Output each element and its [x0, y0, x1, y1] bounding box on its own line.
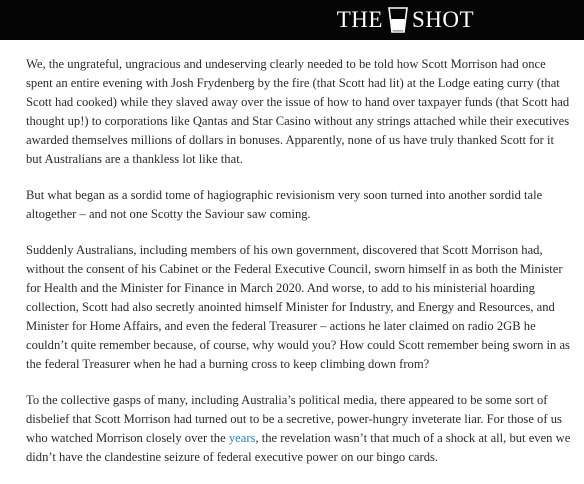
paragraph-2: But what began as a sordid tome of hagiographic revisionism very soon turned into another sordid tale altogether – and not one Scotty the Saviour saw coming. — [26, 188, 543, 221]
paragraph-1: We, the ungrateful, ungracious and undeserving clearly needed to be told how Scott Morrison had once spent an entire evening with Josh Frydenberg by the fire (that Scott had lit) at the Lodge eating curry (that Scott had cooked) while they slaved away over the issue of how to hand over taxpayer funds (that Scott had thought up!) to corporations like Qantas and Star Casino without any strings attached while their executives awarded themselves millions of dollars in bonuses. Apparently, none of us have truly thanked Scott for it but Australians are a thankless lot like that. — [26, 57, 570, 166]
shot-glass-icon — [388, 7, 408, 33]
logo-word-the: THE — [336, 7, 383, 32]
paragraph-3: Suddenly Australians, including members of his own government, discovered that Scott Morrison had, without the consent of his Cabinet or the Federal Executive Council, sworn himself in as both the Minister for Health and the Minister for Finance in March 2020. And worse, to add to his ministerial hoarding collection, Scott had also secretly anointed himself Minister for Industry, and Energy and Resources, and Minister for Home Affairs, and even the federal Treasurer – actions he later claimed on radio 2GB he couldn’t quite remember because, of course, why would you? How could Scott remember being sworn in as the federal Treasurer when he had a burning cross to keep climbing down from? — [26, 243, 570, 371]
site-header — [0, 0, 584, 40]
logo-word-shot: SHOT — [411, 7, 474, 32]
years-link[interactable]: years — [228, 431, 256, 445]
paragraph-4-text-start: To the collective gasps of many, including Australia’s political media, there appeared to be some sort of disbelief that Scott Morrison had turned out to be a secretive, power-hungry inveterate liar. For those of us who watched Morrison closely over the — [26, 393, 562, 445]
site-logo[interactable] — [337, 6, 474, 34]
paragraph-4 — [26, 391, 571, 467]
paragraph-4-text-end: , the revelation wasn’t that much of a shock at all, but even we didn’t have the clandestine seizure of federal executive power on our bingo cards. — [26, 431, 571, 464]
article-body — [26, 55, 571, 484]
